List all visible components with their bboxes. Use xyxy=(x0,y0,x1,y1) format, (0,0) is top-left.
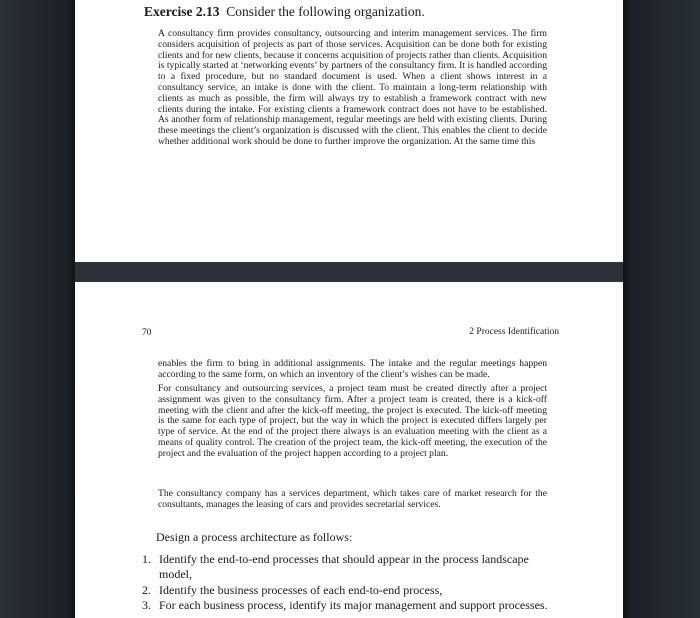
project-paragraph: For consultancy and outsourcing services, a project team must be created directly after a project assignment was given to the consultancy firm. After a project team is created, there is a kick-off meeting with the client and after the kick-off meeting, the project is executed. The kick-off meeting is the same for each type of project, but the way in which the project is executed differs largely per type of service. At the end of the project there always is an evaluation meeting with the client as a means of quality control. The creation of the project team, the kick-off meeting, the execution of the project and the evaluation of the project happen according to a project plan. xyxy=(158,383,547,459)
task-text: Identify the business processes of each end-to-end process, xyxy=(159,583,443,597)
task-item xyxy=(142,598,562,613)
task-text: For each business process, identify its major management and support processes. xyxy=(159,598,548,612)
page-number: 70 xyxy=(142,328,152,338)
design-instruction: Design a process architecture as follows: xyxy=(156,530,353,544)
task-item xyxy=(142,583,562,598)
exercise-heading xyxy=(144,4,425,20)
task-number: 2. xyxy=(142,583,151,597)
services-paragraph: The consultancy company has a services department, which takes care of market research for the consultants, manages the leasing of cars and provides secretarial services. xyxy=(158,488,547,510)
task-text: Identify the end-to-end processes that should appear in the process landscape model, xyxy=(159,552,529,581)
task-number: 1. xyxy=(142,552,151,566)
viewer-background-left xyxy=(0,0,75,618)
viewer-background-right xyxy=(623,0,700,618)
continued-paragraph: enables the firm to bring in additional assignments. The intake and the regular meetings happen according to the same form, on which an inventory of the client’s wishes can be made. xyxy=(158,358,547,380)
document-page-bottom xyxy=(75,282,623,618)
page-gap xyxy=(75,262,623,282)
task-number: 3. xyxy=(142,598,151,612)
task-item xyxy=(142,552,562,581)
exercise-paragraph-1: A consultancy firm provides consultancy, outsourcing and interim management services. The firm considers acquisition of projects as part of those services. Acquisition can be done both for existing clients and for new clients, because it concerns acquisition of projects rather than clients. Acquisition is typically started at ‘networking events’ by partners of the consultancy firm. It is handled according to a fixed procedure, but no standard document is used. When a client shows interest in a consultancy service, an intake is done with the client. To maintain a long-term relationship with clients as much as possible, the firm will always try to establish a framework contract with new clients during the intake. For existing clients a framework contract does not have to be established. As another form of relationship management, regular meetings are held with existing clients. During these meetings the client’s organization is discussed with the client. This enables the client to decide whether additional work should be done to further improve the organization. At the same time this xyxy=(158,28,547,147)
exercise-title: Consider the following organization. xyxy=(226,4,425,19)
exercise-number: Exercise 2.13 xyxy=(144,4,220,19)
running-header: 2 Process Identification xyxy=(469,327,559,337)
document-page-top xyxy=(75,0,623,262)
